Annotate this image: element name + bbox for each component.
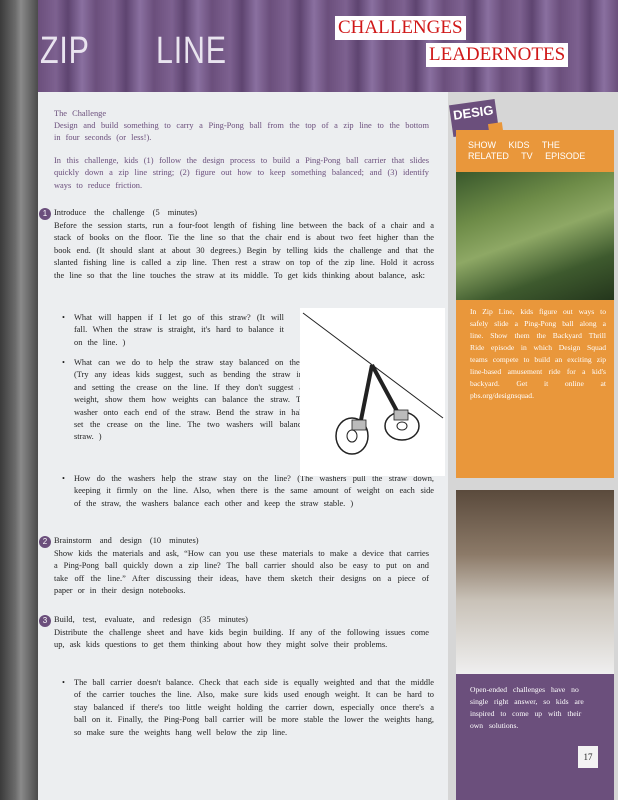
episode-description: In Zip Line, kids figure out ways to safely slide a Ping-Pong ball along a line. Show them the Backyard Thrill Ride episode in which Design Squad teams compete to build an exciting zip line-based amusement ride for a kid's backyard. Get it online at pbs.org/designsquad. <box>470 307 606 400</box>
straw-washer-diagram <box>300 308 445 476</box>
step-1-number: 1 <box>39 208 51 220</box>
step-1-title: Introduce the challenge (5 minutes) <box>54 208 198 217</box>
logo-text: DESIG <box>452 102 495 123</box>
step-3-bullets <box>54 677 434 742</box>
list-item: • The ball carrier doesn't balance. Check that each side is equally weighted and that the middle of the carrier touches the line. Also, make sure kids used enough weight. It can be hard to stay balanced if there's too little weight holding the carrier down, especially once there's a ball on it. Finally, the Ping-Pong ball carrier will be more stable the lower the weights hang, so make sure the weights hang well below the zip line. <box>54 677 434 739</box>
washer-right-hole <box>397 422 407 430</box>
list-item: • What will happen if I let go of this straw? (It will fall. When the straw is straight, it's hard to balance it on the line. ) <box>54 312 284 349</box>
page-number: 17 <box>578 746 598 768</box>
quote-text: Open-ended challenges have no single right answer, so kids are inspired to come up with their own solutions. <box>470 685 584 730</box>
step-1-body: Before the session starts, run a four-foot length of fishing line between the back of a chair and a stack of books on the floor. Tie the line so that the chair end is about two feet higher than the book end. (It should slant at about 30 degrees.) Begin by telling kids the challenge and that the slanted fishing line is called a zip line. Then rest a straw on top of the zip line. Hold it across the line so that the line touches the straw at its middle. To get kids thinking about balance, ask: <box>54 221 434 280</box>
tv-episode-title: SHOW KIDS THE RELATED TV EPISODE <box>468 140 586 161</box>
step-1-bullets-b <box>54 357 322 447</box>
zip-line-photo <box>456 172 614 300</box>
leadernotes-tag: LEADERNOTES <box>426 43 568 67</box>
step-2-body: Show kids the materials and ask, “How can you use these materials to make a device that carries a Ping-Pong ball quickly down a zip line? The ball carrier should also be easy to put on and take off the line.” After discussing their ideas, have them sketch their designs on a piece of paper or in their design notebooks. <box>54 549 429 596</box>
step-3-title: Build, test, evaluate, and redesign (35 minutes) <box>54 615 248 624</box>
step-3-number: 3 <box>39 615 51 627</box>
tape-left <box>352 420 366 430</box>
step-2-number: 2 <box>39 536 51 548</box>
step-1-bullets-c <box>54 473 434 513</box>
straw-left <box>360 365 372 425</box>
challenge-heading: The Challenge <box>54 109 107 118</box>
girl-with-carrier-photo <box>456 490 614 674</box>
tape-right <box>394 410 408 420</box>
step-1-bullets-a <box>54 312 284 352</box>
challenge-intro: In this challenge, kids (1) follow the design process to build a Ping-Pong ball carrier that slides quickly down a zip line string; (2) figure out how to keep something balanced; and (3) identify ways to reduce friction. <box>54 156 429 190</box>
list-item: • What can we do to help the straw stay balanced on the line? (Try any ideas kids suggest, such as bending the straw in half and setting the crease on the line. If they don't suggest adding weight, show them how weights can balance the straw. Tape a washer onto each end of the straw. Bend the straw in half and set the crease on the line. The two washers will balance the straw. ) <box>54 357 322 444</box>
list-item: • How do the washers help the straw stay on the line? (The washers pull the straw down, keeping it firmly on the line. Also, when there is the same amount of weight on each side of the straw, the washers balance each other and keep the straw stable. ) <box>54 473 434 510</box>
challenges-tag: CHALLENGES <box>335 16 466 40</box>
straw-right <box>372 365 398 413</box>
page-title: ZIP LINE <box>40 30 227 72</box>
step-2-title: Brainstorm and design (10 minutes) <box>54 536 199 545</box>
step-3-body: Distribute the challenge sheet and have kids begin building. If any of the following issues come up, ask kids questions to get them thinking about how they might solve their problems. <box>54 628 429 650</box>
challenge-body: Design and build something to carry a Ping-Pong ball from the top of a zip line to the bottom in four seconds (or less!). <box>54 121 429 143</box>
left-photo-strip <box>0 0 38 800</box>
washer-left-hole <box>347 430 357 442</box>
